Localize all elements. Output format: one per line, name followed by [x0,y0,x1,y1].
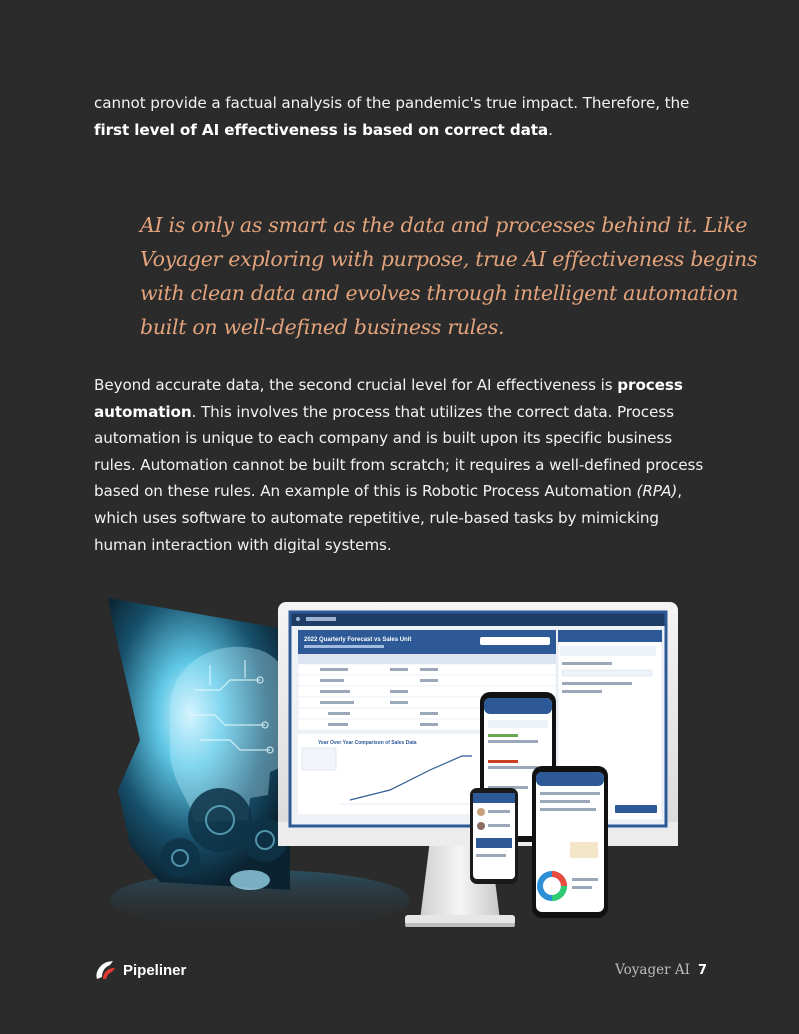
p2-intro: Beyond accurate data, the second crucial level for AI effectiveness is [94,376,618,394]
p2-rpa: (RPA) [636,482,678,501]
quote-line-3: with clean data and evolves through intelligent automation [140,281,739,305]
p2-line5-end: , [677,482,682,501]
p2-line3: automation is unique to each company and is built upon its specific business [94,429,673,448]
footer-page-info [615,962,707,978]
logo-text: Pipeliner [123,961,187,979]
p2-after-bold: . This involves the process that utilizes the correct data. Process [191,402,674,421]
quote-line-2: Voyager exploring with purpose, true AI effectiveness begins [140,247,758,271]
paragraph-1-bold: first level of AI effectiveness is based on correct data [94,120,549,139]
pull-quote [140,208,758,344]
phone-mockup-3 [532,766,608,918]
p2-bold-1: process [617,376,683,394]
footer-logo [93,958,186,982]
p2-line7: human interaction with digital systems. [94,535,392,554]
paragraph-1-line1: cannot provide a factual analysis of the pandemic's true impact. Therefore, the [94,94,690,112]
phone-mockup-2 [470,788,518,884]
paragraph-2 [94,372,710,558]
paragraph-1-end: . [548,120,553,139]
quote-line-4: built on well-defined business rules. [140,315,505,339]
paragraph-1 [94,90,710,143]
monitor-chart [298,734,484,814]
p2-line5: based on these rules. An example of this is Robotic Process Automation [94,482,637,501]
product-illustration [100,590,700,950]
ai-brain-banner [108,598,294,890]
pipeliner-logo-icon [93,959,117,981]
chart-title: Year Over Year Comparison of Sales Data [318,740,417,746]
quote-line-1: AI is only as smart as the data and processes behind it. Like [140,213,748,237]
monitor-title: 2022 Quarterly Forecast vs Sales Unit [304,637,412,643]
doc-title: Voyager AI [615,962,690,978]
p2-line4: rules. Automation cannot be built from scratch; it requires a well-defined process [94,455,704,474]
page-number: 7 [697,963,707,978]
p2-line6: which uses software to automate repetitive, rule-based tasks by mimicking [94,508,659,527]
p2-bold-2: automation [94,402,192,421]
